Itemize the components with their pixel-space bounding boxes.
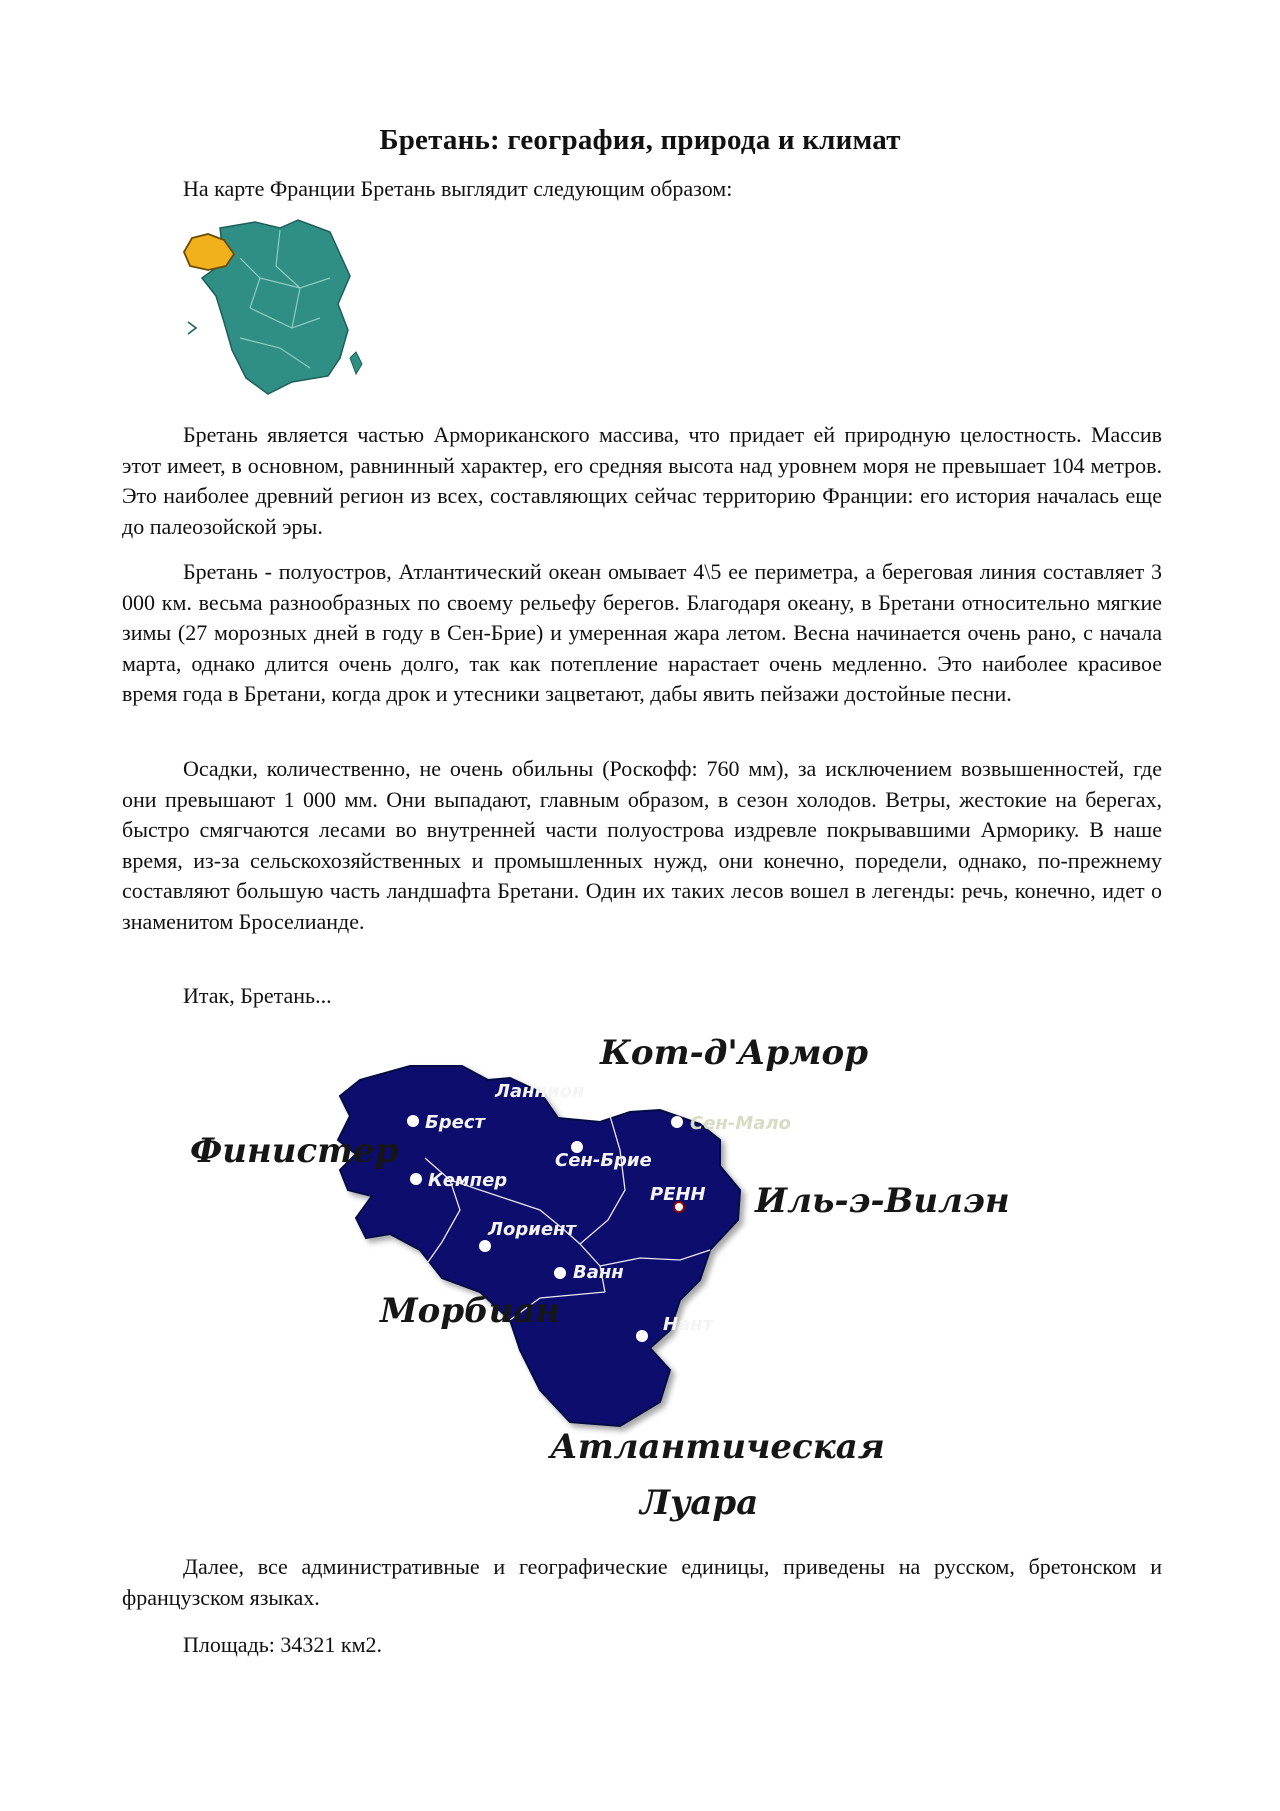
city-saint-brieuc: Сен-Брие: [555, 1150, 652, 1171]
itak-line: Итак, Бретань...: [183, 983, 332, 1008]
city-vannes: Ванн: [573, 1262, 624, 1283]
paragraph: Далее, все административные и географические единицы, приведены на русском, бретонском и французском языках.: [122, 1554, 1162, 1610]
area-line: Площадь: 34321 км2.: [183, 1632, 383, 1657]
city-kemper: Кемпер: [428, 1170, 508, 1191]
region-loire-atlantique-2: Луара: [640, 1483, 759, 1523]
city-rennes: РЕНН: [650, 1184, 706, 1205]
region-morbihan: Морбиан: [380, 1291, 561, 1331]
city-lorient: Лориент: [488, 1219, 576, 1240]
city-saint-malo: Сен-Мало: [690, 1113, 791, 1134]
paragraph: Бретань - полуостров, Атлантический океан омывает 4\5 ее периметра, а береговая линия составляет 3 000 км. весьма разнообразных по своему рельефу берегов. Благодаря океану, в Бретани относительно мягкие зимы (27 морозных дней в году в Сен-Брие) и умеренная жара летом. Весна начинается очень рано, с начала марта, однако длится очень долго, так как потепление нарастает очень медленно. Это наиболее красивое время года в Бретани, когда дрок и утесники зацветают, дабы явить пейзажи достойные песни.: [122, 559, 1162, 706]
region-loire-atlantique-1: Атлантическая: [550, 1427, 885, 1467]
region-finister: Финистер: [190, 1131, 399, 1171]
intro-line: На карте Франции Бретань выглядит следующим образом:: [183, 176, 733, 201]
city-lannion: Ланнион: [495, 1081, 585, 1102]
paragraph: Бретань является частью Арморикaнского массива, что придает ей природную целостность. Массив этот имеет, в основном, равнинный характер, его средняя высота над уровнем моря не превышает 104 метров. Это наиболее древний регион из всех, составляющих сейчас территорию Франции: его история началась еще до палеозойской эры.: [122, 422, 1162, 539]
france-map-image: [180, 218, 380, 398]
page-title: Бретань: география, природа и климат: [379, 124, 901, 156]
city-brest: Брест: [425, 1112, 485, 1133]
brittany-map-image: [180, 1030, 1060, 1540]
region-kot-darmor: Кот-д'Армор: [600, 1033, 868, 1073]
region-ille-et-vilaine: Иль-э-Вилэн: [755, 1181, 1010, 1221]
paragraph: Осадки, количественно, не очень обильны (Роскофф: 760 мм), за исключением возвышенностей, где они превышают 1 000 мм. Они выпадают, главным образом, в сезон холодов. Ветры, жестокие на берегах, быстро смягчаются лесами во внутренней части полуострова издревле покрывавшими Арморику. В наше время, из-за сельскохозяйственных и промышленных нужд, они конечно, поредели, однако, по-прежнему составляют большую часть ландшафта Бретани. Один их таких лесов вошел в легенды: речь, конечно, идет о знаменитом Броселианде.: [122, 756, 1162, 934]
city-nantes: Нант: [663, 1314, 714, 1335]
